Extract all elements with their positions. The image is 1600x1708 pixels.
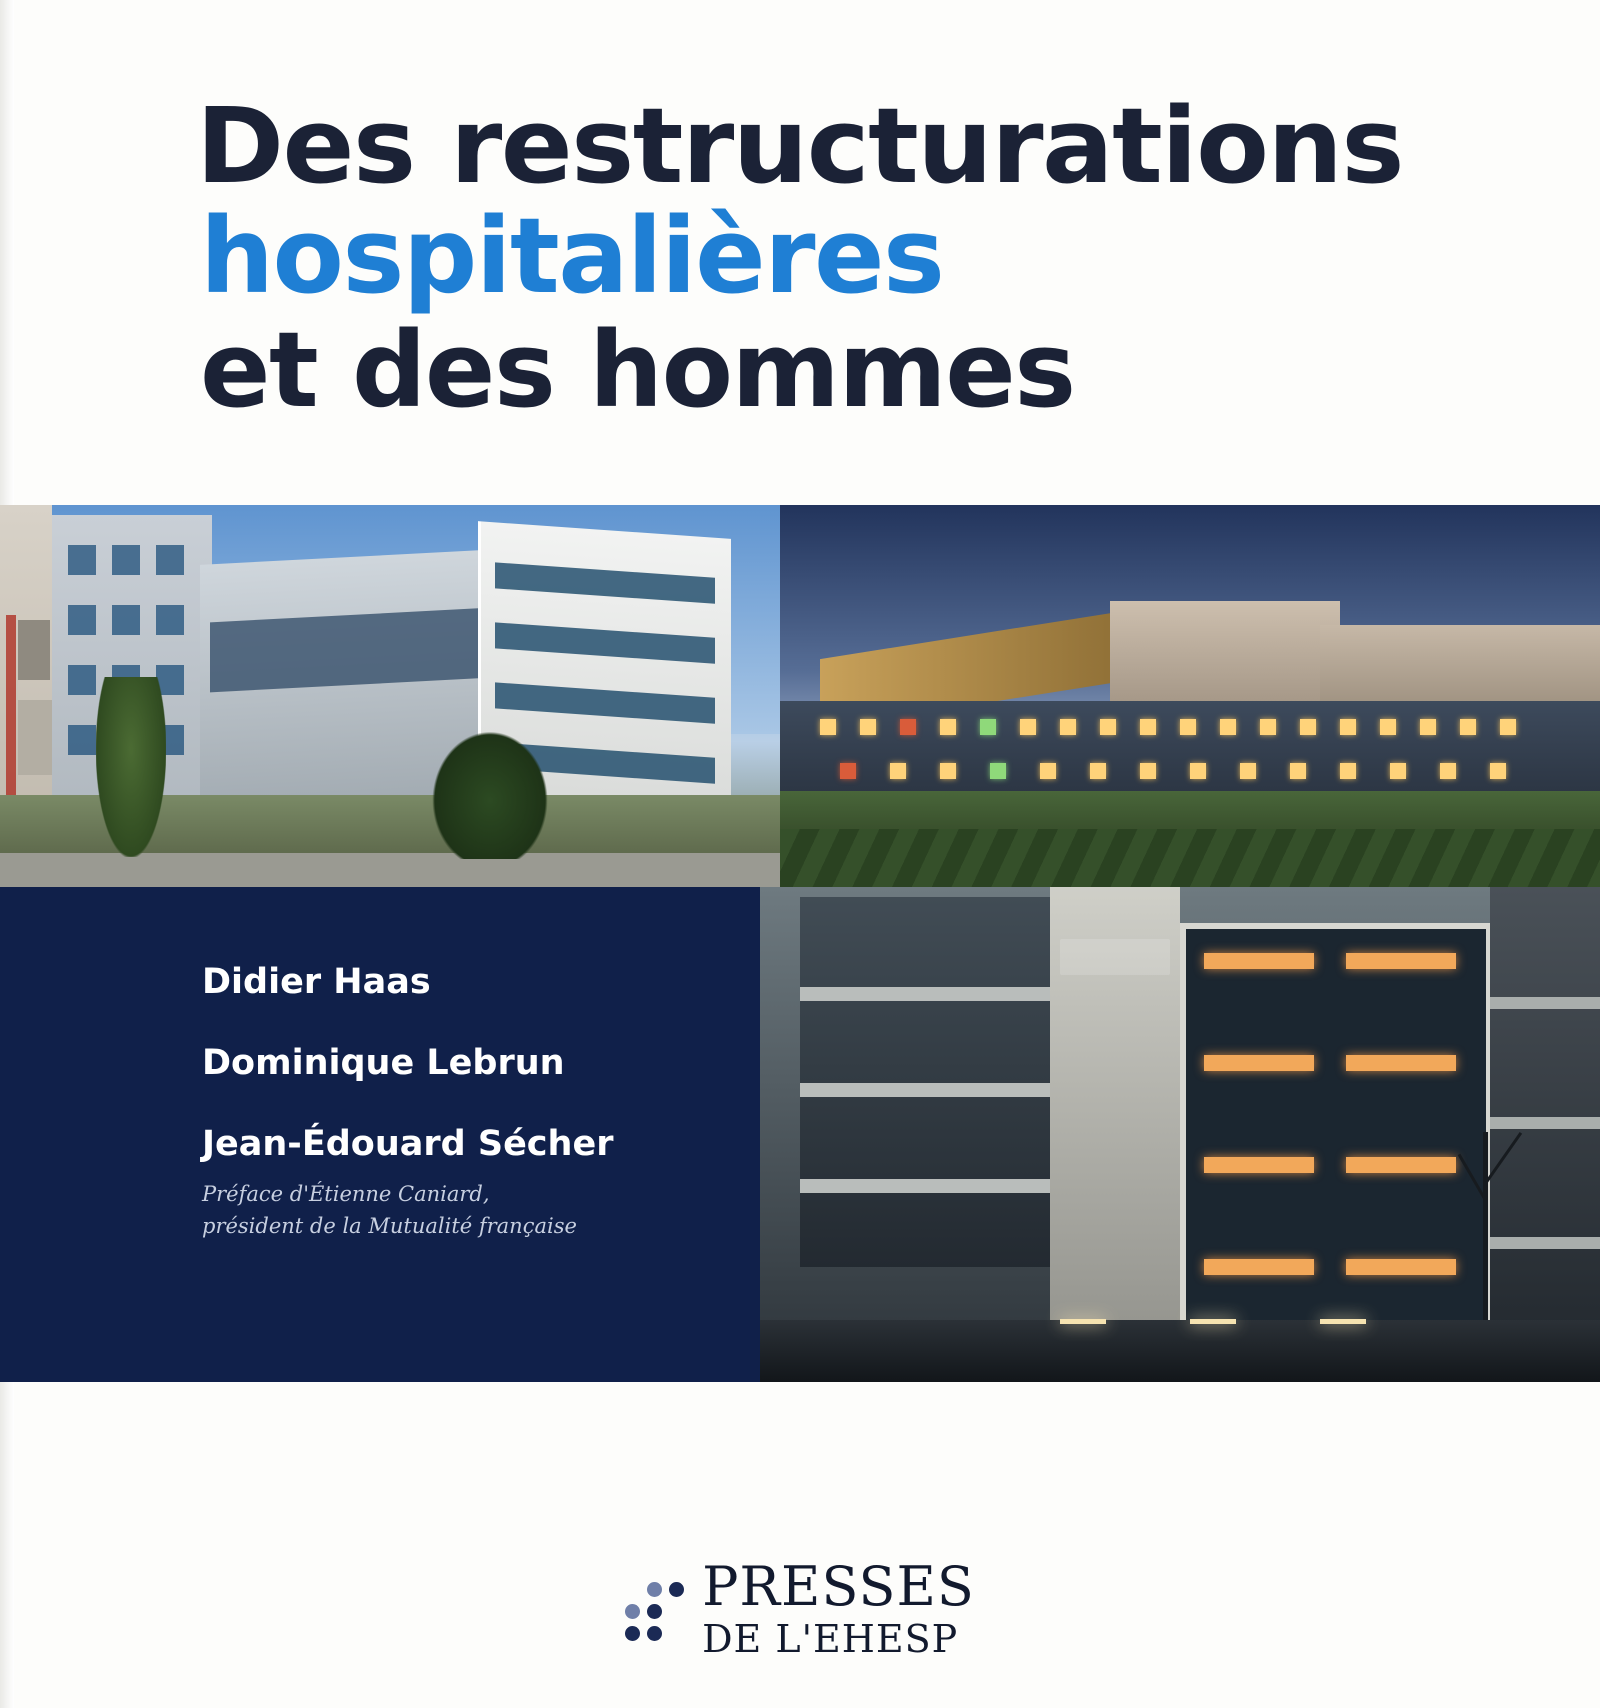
balcony-ledge (800, 1179, 1050, 1193)
author-name: Jean-Édouard Sécher (202, 1124, 614, 1164)
preface-line-1: Préface d'Étienne Caniard, (202, 1182, 490, 1206)
hedge-row (780, 829, 1600, 887)
glazed-facade (1180, 923, 1492, 1355)
author-name: Didier Haas (202, 962, 431, 1002)
right-wing-ledge (1490, 997, 1600, 1009)
tree (96, 677, 166, 857)
wall-sign-lower (18, 700, 52, 775)
shrub (430, 729, 550, 859)
preface-line-2: président de la Mutualité française (202, 1213, 577, 1238)
publisher-name: PRESSES (702, 1555, 975, 1618)
publisher-logo (0, 1555, 1600, 1661)
ground-light (1190, 1319, 1236, 1324)
right-wing (1490, 887, 1600, 1382)
photo-hospital-dusk (780, 505, 1600, 887)
authors-panel (0, 887, 760, 1382)
photo-hospital-daylight (0, 505, 780, 887)
publisher-subtitle: DE L'EHESP (702, 1617, 959, 1661)
author-name: Dominique Lebrun (202, 1043, 565, 1083)
bare-tree (1483, 1132, 1488, 1332)
right-wing-ledge (1490, 1117, 1600, 1129)
page-title (196, 85, 1426, 431)
balcony-ledge (800, 987, 1050, 1001)
photo-hospital-night (760, 887, 1600, 1382)
cover-photo-band (0, 505, 1600, 887)
title-line-3: et des hommes (200, 308, 1075, 431)
building-signage (1060, 939, 1170, 975)
title-line-2: hospitalières (200, 194, 944, 317)
wall-sign-upper (18, 620, 50, 680)
right-wing-ledge (1490, 1237, 1600, 1249)
authors-list (202, 962, 722, 1205)
ground-light (1060, 1319, 1106, 1324)
red-accent-panel (6, 615, 16, 825)
forecourt (760, 1320, 1600, 1382)
dot-matrix-icon (625, 1582, 684, 1641)
authors-and-photo-band (0, 887, 1600, 1382)
preface-credit (202, 1179, 682, 1242)
balcony-ledge (800, 1083, 1050, 1097)
left-wing (800, 897, 1050, 1267)
title-line-1: Des restructurations (196, 85, 1404, 207)
mid-building-glazing (210, 608, 490, 693)
ground-light (1320, 1319, 1366, 1324)
roadway (0, 853, 780, 887)
